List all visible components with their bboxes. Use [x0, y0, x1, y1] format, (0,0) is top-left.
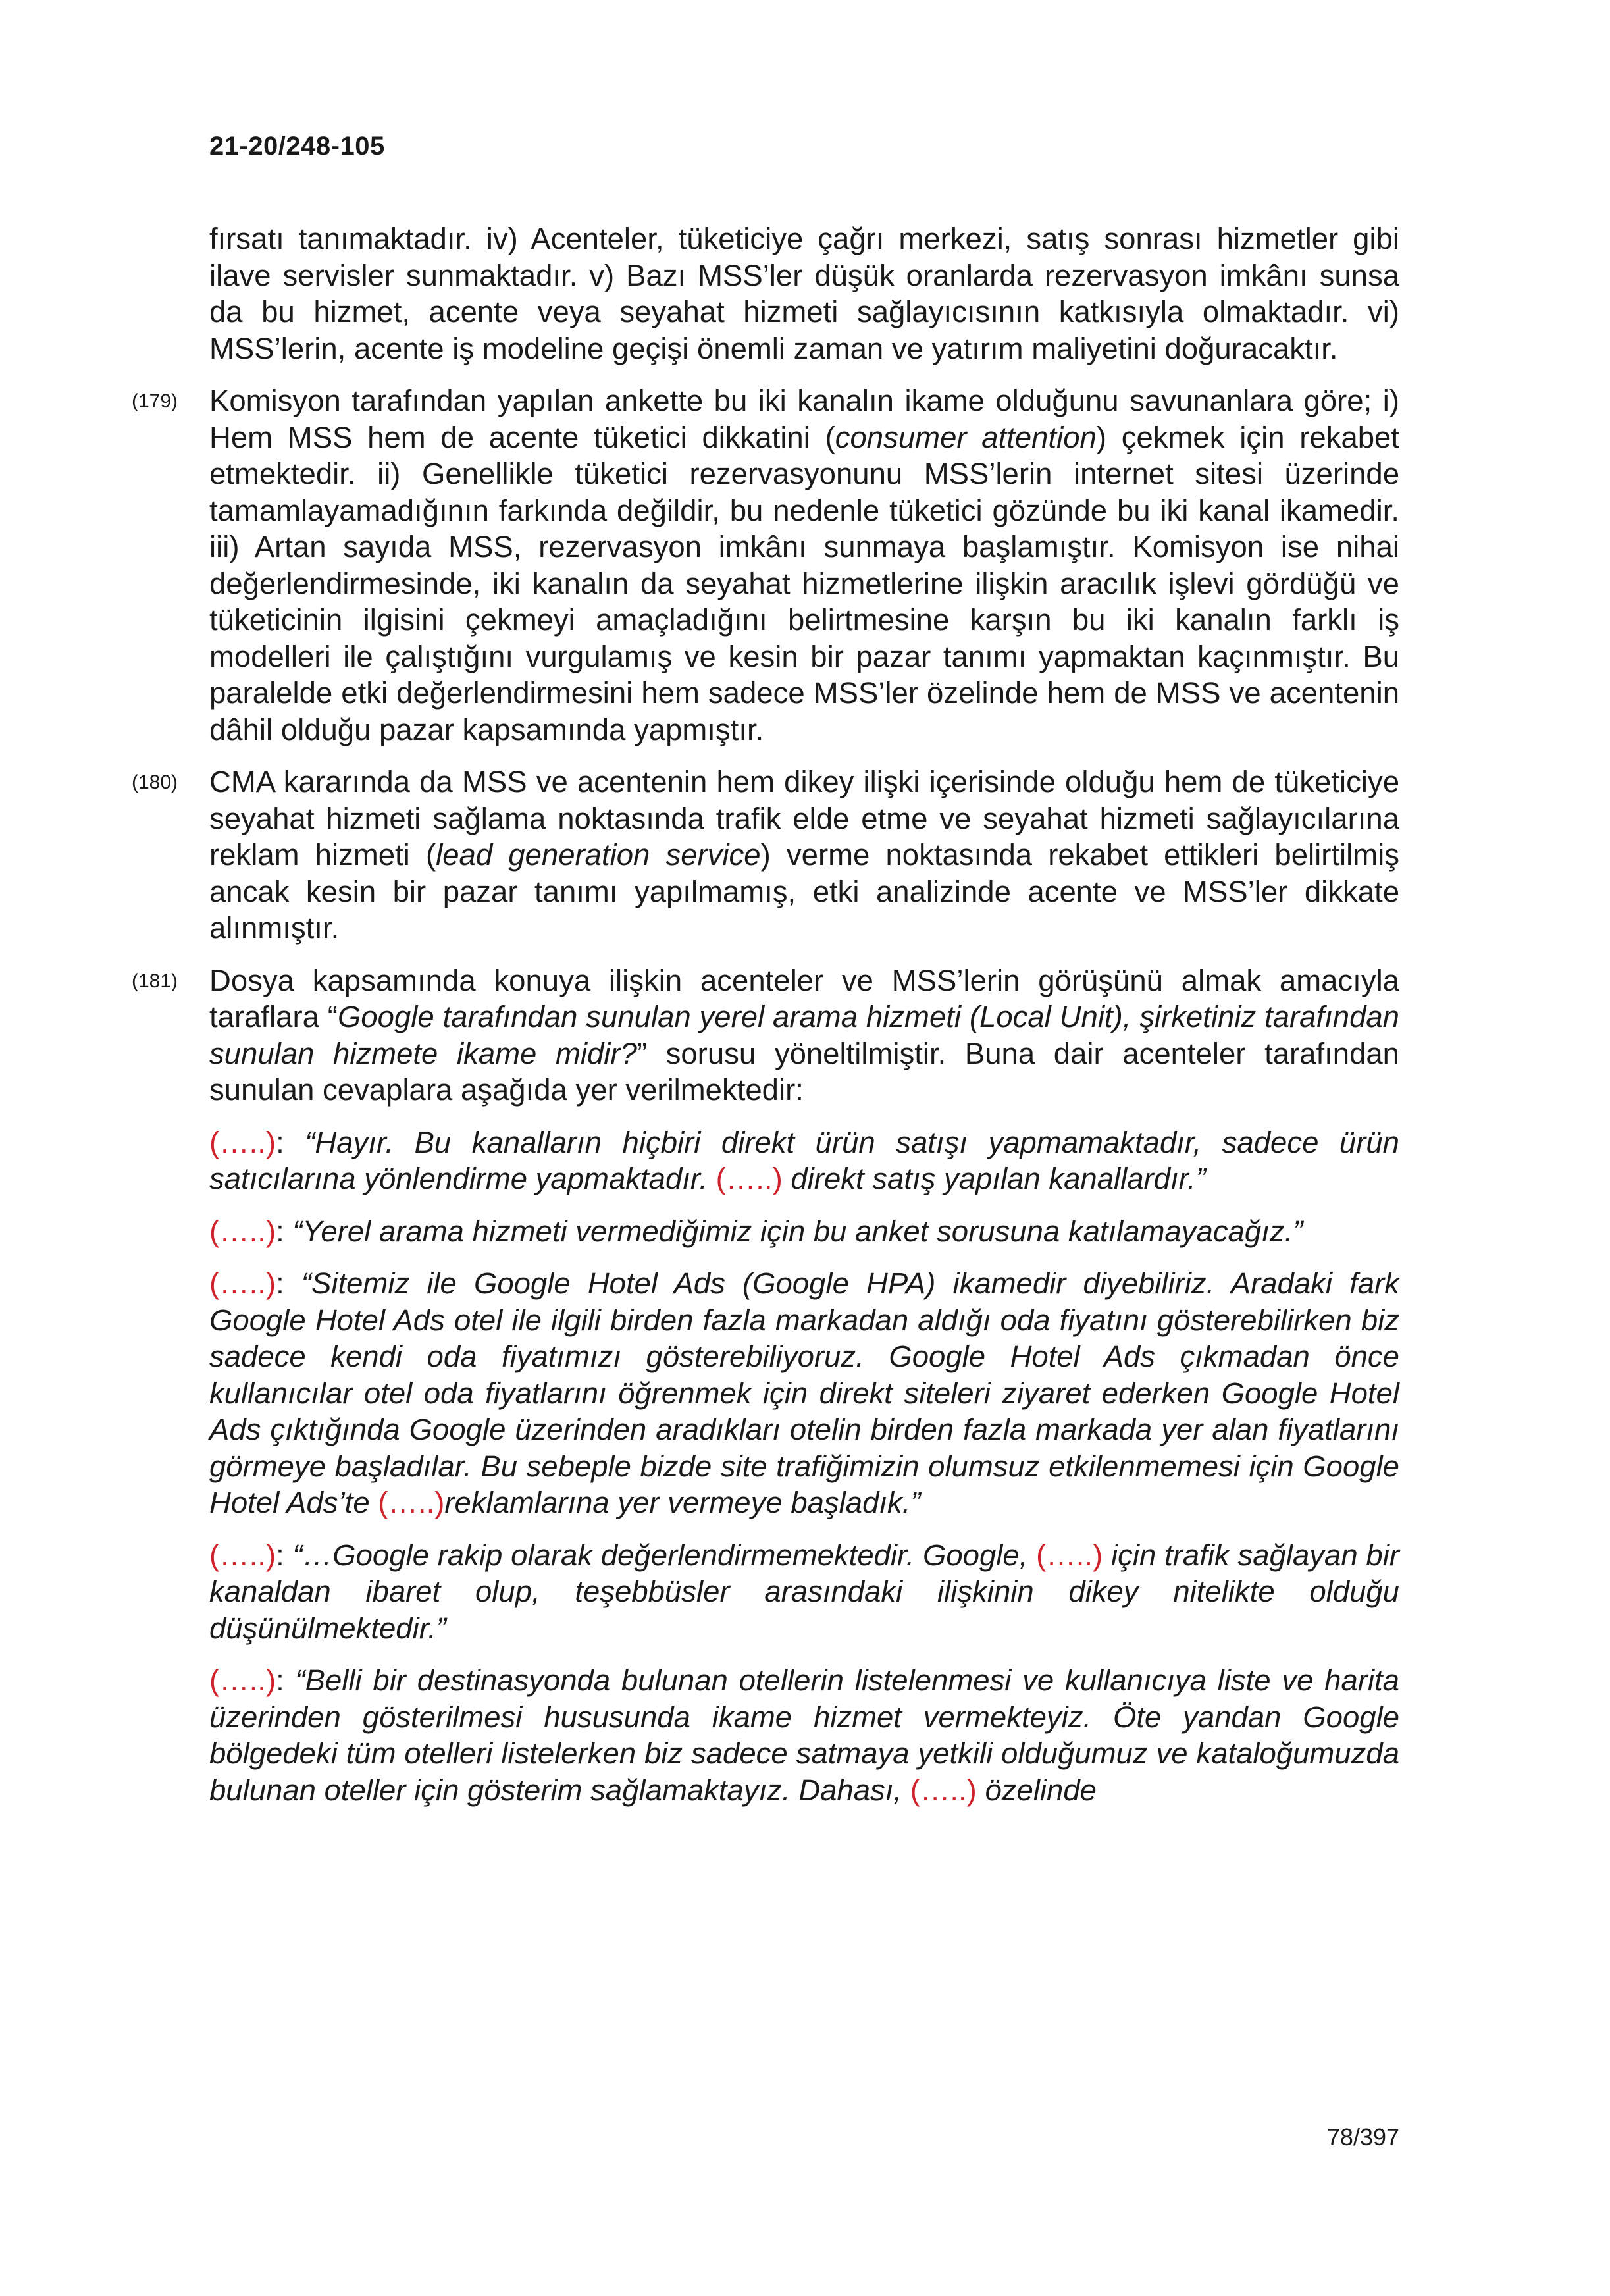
paragraph-text: [209, 764, 1399, 947]
paragraph-number: (179): [132, 390, 178, 412]
quote-text: “Hayır. Bu kanalların hiçbiri direkt ürün satışı yapmamaktadır, sadece ürün satıcılarına yönlendirme yapmaktadır.: [209, 1125, 1399, 1195]
quote-3: [209, 1265, 1399, 1521]
paragraph-text: [209, 382, 1399, 748]
quote-text: “Belli bir destinasyonda bulunan otellerin listelenmesi ve kullanıcıya liste ve harita üzerinden gösterilmesi hususunda ikame hizmet vermekteyiz. Öte yandan Google bölgedeki tüm otelleri listelerken biz sadece satmaya yetkili olduğumuz ve kataloğumuzda bulunan oteller için gösterim sağlamaktayız. Dahası,: [209, 1663, 1399, 1807]
document-body: [132, 221, 1400, 1824]
quote-5: [209, 1662, 1399, 1808]
quote-text: için trafik sağlayan bir kanaldan ibaret olup, teşebbüsler arasındaki ilişkinin dikey nitelikte olduğu düşünülmektedir.”: [209, 1538, 1399, 1645]
redaction-mark: (…..): [209, 1663, 276, 1697]
quote-lead: :: [276, 1266, 301, 1300]
page-number: 78/397: [1326, 2124, 1399, 2151]
quote-text: “…Google rakip olarak değerlendirmemektedir. Google,: [292, 1538, 1037, 1572]
quote-lead: :: [276, 1214, 293, 1248]
paragraph-181: [132, 962, 1399, 1109]
redaction-mark: (…..): [910, 1773, 977, 1807]
paragraph-number: (181): [132, 970, 178, 992]
paragraph-179: [132, 382, 1400, 748]
quote-1: [209, 1124, 1399, 1197]
italic-term: consumer attention: [835, 420, 1097, 454]
text-segment: Dosya kapsamında konuya ilişkin acenteler ve MSS’lerin görüşünü almak amacıyla taraflara “: [209, 963, 1399, 1033]
paragraph-text: [209, 962, 1399, 1109]
quote-lead: :: [276, 1125, 305, 1159]
text-segment: CMA kararında da MSS ve acentenin hem dikey ilişki içerisinde olduğu hem de tüketiciye seyahat hizmeti sağlama noktasında trafik elde etme ve seyahat hizmeti sağlayıcılarına reklam hizmeti (: [209, 765, 1399, 872]
redaction-mark: (…..): [1036, 1538, 1103, 1572]
quote-lead: :: [276, 1663, 296, 1697]
quote-text: özelinde: [976, 1773, 1097, 1807]
redaction-mark: (…..): [209, 1538, 276, 1572]
quote-text: reklamlarına yer vermeye başladık.”: [444, 1486, 921, 1519]
paragraph-180: [132, 764, 1400, 947]
text-segment: ) çekmek için rekabet etmektedir. ii) Genellikle tüketici rezervasyonunu MSS’lerin internet sitesi üzerinde tamamlayamadığının farkında değildir, bu nedenle tüketici gözünde bu iki kanal ikamedir. iii) Artan sayıda MSS, rezervasyon imkânı sunmaya başlamıştır. Komisyon ise nihai değerlendirmesinde, iki kanalın da seyahat hizmetlerine ilişkin aracılık işlevi gördüğü ve tüketicinin ilgisini çekmeyi amaçladığını belirtmesine karşın bu iki kanalın farklı iş modelleri ile çalıştığını vurgulamış ve kesin bir pazar tanımı yapmaktan kaçınmıştır. Bu paralelde etki değerlendirmesini hem sadece MSS’ler özelinde hem de MSS ve acentenin dâhil olduğu pazar kapsamında yapmıştır.: [209, 420, 1400, 746]
text-segment: Komisyon tarafından yapılan ankette bu iki kanalın ikame olduğunu savunanlara göre; i) Hem MSS hem de acente tüketici dikkatini (: [209, 384, 1399, 454]
document-number: 21-20/248-105: [209, 132, 385, 161]
quote-4: [209, 1537, 1399, 1647]
text-segment: ) verme noktasında rekabet ettikleri belirtilmiş ancak kesin bir pazar tanımı yapılmamış, etki analizinde acente ve MSS’ler dikkate alınmıştır.: [209, 838, 1400, 945]
redaction-mark: (…..): [209, 1125, 276, 1159]
quote-text: “Yerel arama hizmeti vermediğimiz için bu anket sorusuna katılamayacağız.”: [292, 1214, 1303, 1248]
quote-text: direkt satış yapılan kanallardır.”: [782, 1162, 1206, 1195]
quote-lead: :: [276, 1538, 293, 1572]
redaction-mark: (…..): [209, 1214, 276, 1248]
redaction-mark: (…..): [715, 1162, 783, 1195]
redaction-mark: (…..): [378, 1486, 445, 1519]
italic-term: Google tarafından sunulan yerel arama hizmeti (Local Unit), şirketiniz tarafından sunulan hizmete ikame midir?: [209, 1000, 1399, 1070]
paragraph-number: (180): [132, 771, 178, 793]
text-segment: ” sorusu yöneltilmiştir. Buna dair acenteler tarafından sunulan cevaplara aşağıda yer verilmektedir:: [209, 1036, 1399, 1107]
quote-text: “Sitemiz ile Google Hotel Ads (Google HPA) ikamedir diyebiliriz. Aradaki fark Google Hotel Ads otel ile ilgili birden fazla markadan aldığı oda fiyatını gösterebilirken biz sadece kendi oda fiyatımızı gösterebiliyoruz. Google Hotel Ads çıkmadan önce kullanıcılar otel oda fiyatlarını öğrenmek için direkt siteleri ziyaret ederken Google Hotel Ads çıktığında Google üzerinden aradıkları otelin birden fazla markada yer alan fiyatlarını görmeye başladılar. Bu sebeple bizde site trafiğimizin olumsuz etkilenmemesi için Google Hotel Ads’te: [209, 1266, 1399, 1519]
italic-term: lead generation service: [436, 838, 761, 872]
continuation-paragraph: fırsatı tanımaktadır. iv) Acenteler, tüketiciye çağrı merkezi, satış sonrası hizmetler gibi ilave servisler sunmaktadır. v) Bazı MSS’ler düşük oranlarda rezervasyon imkânı sunsa da bu hizmet, acente veya seyahat hizmeti sağlayıcısının katkısıyla olmaktadır. vi) MSS’lerin, acente iş modeline geçişi önemli zaman ve yatırım maliyetini doğuracaktır.: [209, 222, 1399, 365]
redaction-mark: (…..): [209, 1266, 276, 1300]
quote-2: [209, 1213, 1399, 1250]
